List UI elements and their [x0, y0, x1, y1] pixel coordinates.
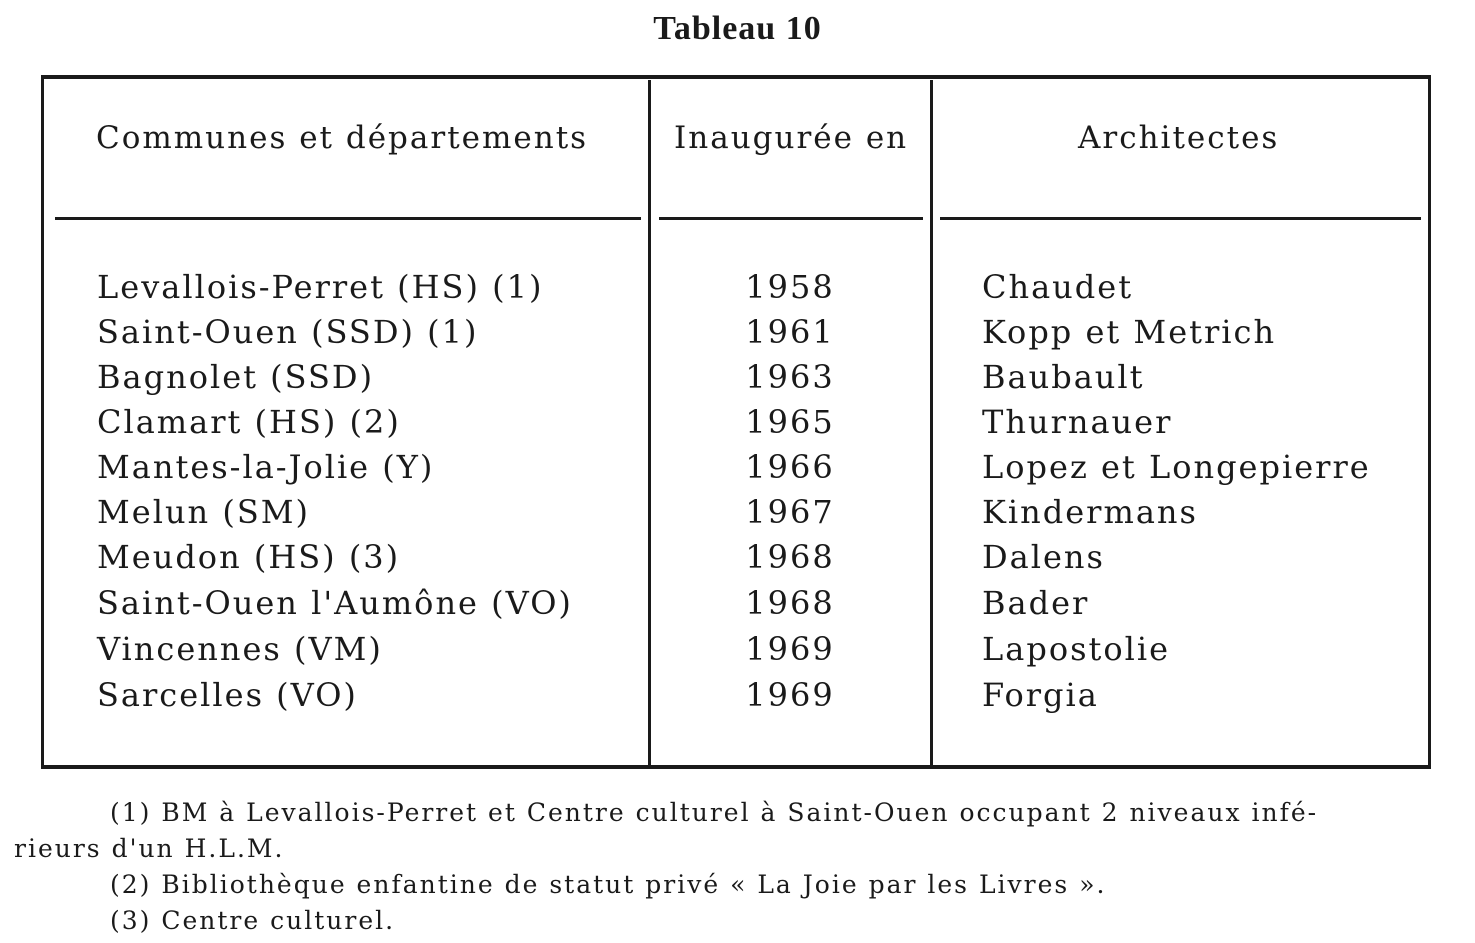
commune-cell: Bagnolet (SSD)	[97, 358, 375, 396]
commune-cell: Mantes-la-Jolie (Y)	[97, 448, 435, 486]
architect-cell: Thurnauer	[982, 403, 1173, 441]
commune-cell: Melun (SM)	[97, 493, 310, 531]
header-year: Inaugurée en	[674, 120, 909, 156]
architect-cell: Kindermans	[982, 493, 1198, 531]
header-architects: Architectes	[1078, 120, 1280, 156]
year-cell: 1968	[745, 538, 835, 576]
header-rule-3	[940, 217, 1421, 220]
year-cell: 1969	[745, 676, 835, 714]
footnotes	[14, 795, 1434, 939]
footnote-2: (2) Bibliothèque enfantine de statut privé « La Joie par les Livres ».	[110, 870, 1107, 899]
table-title: Tableau 10	[653, 10, 822, 47]
architect-cell: Lapostolie	[982, 630, 1171, 668]
header-rule-1	[55, 217, 641, 220]
architect-cell: Lopez et Longepierre	[982, 448, 1371, 486]
column-divider-2	[930, 80, 933, 768]
year-cell: 1965	[745, 403, 835, 441]
footnote-1-line-2: rieurs d'un H.L.M.	[14, 834, 285, 863]
architect-cell: Dalens	[982, 538, 1105, 576]
architect-cell: Chaudet	[982, 268, 1134, 306]
architect-cell: Kopp et Metrich	[982, 313, 1277, 351]
commune-cell: Saint-Ouen l'Aumône (VO)	[97, 584, 573, 622]
year-cell: 1968	[745, 584, 835, 622]
year-cell: 1969	[745, 630, 835, 668]
header-communes: Communes et départements	[96, 120, 589, 156]
year-cell: 1963	[745, 358, 835, 396]
year-cell: 1966	[745, 448, 835, 486]
year-cell: 1961	[745, 313, 835, 351]
header-rule-2	[659, 217, 923, 220]
architect-cell: Baubault	[982, 358, 1145, 396]
architect-cell: Forgia	[982, 676, 1099, 714]
year-cell: 1958	[745, 268, 835, 306]
footnote-3: (3) Centre culturel.	[110, 906, 396, 935]
architect-cell: Bader	[982, 584, 1090, 622]
commune-cell: Clamart (HS) (2)	[97, 403, 401, 441]
column-divider-1	[648, 80, 651, 768]
footnote-1-line-1: (1) BM à Levallois-Perret et Centre culturel à Saint-Ouen occupant 2 niveaux infé-	[110, 798, 1319, 827]
commune-cell: Sarcelles (VO)	[97, 676, 358, 714]
commune-cell: Levallois-Perret (HS) (1)	[97, 268, 544, 306]
year-cell: 1967	[745, 493, 835, 531]
commune-cell: Saint-Ouen (SSD) (1)	[97, 313, 479, 351]
commune-cell: Vincennes (VM)	[97, 630, 383, 668]
commune-cell: Meudon (HS) (3)	[97, 538, 401, 576]
